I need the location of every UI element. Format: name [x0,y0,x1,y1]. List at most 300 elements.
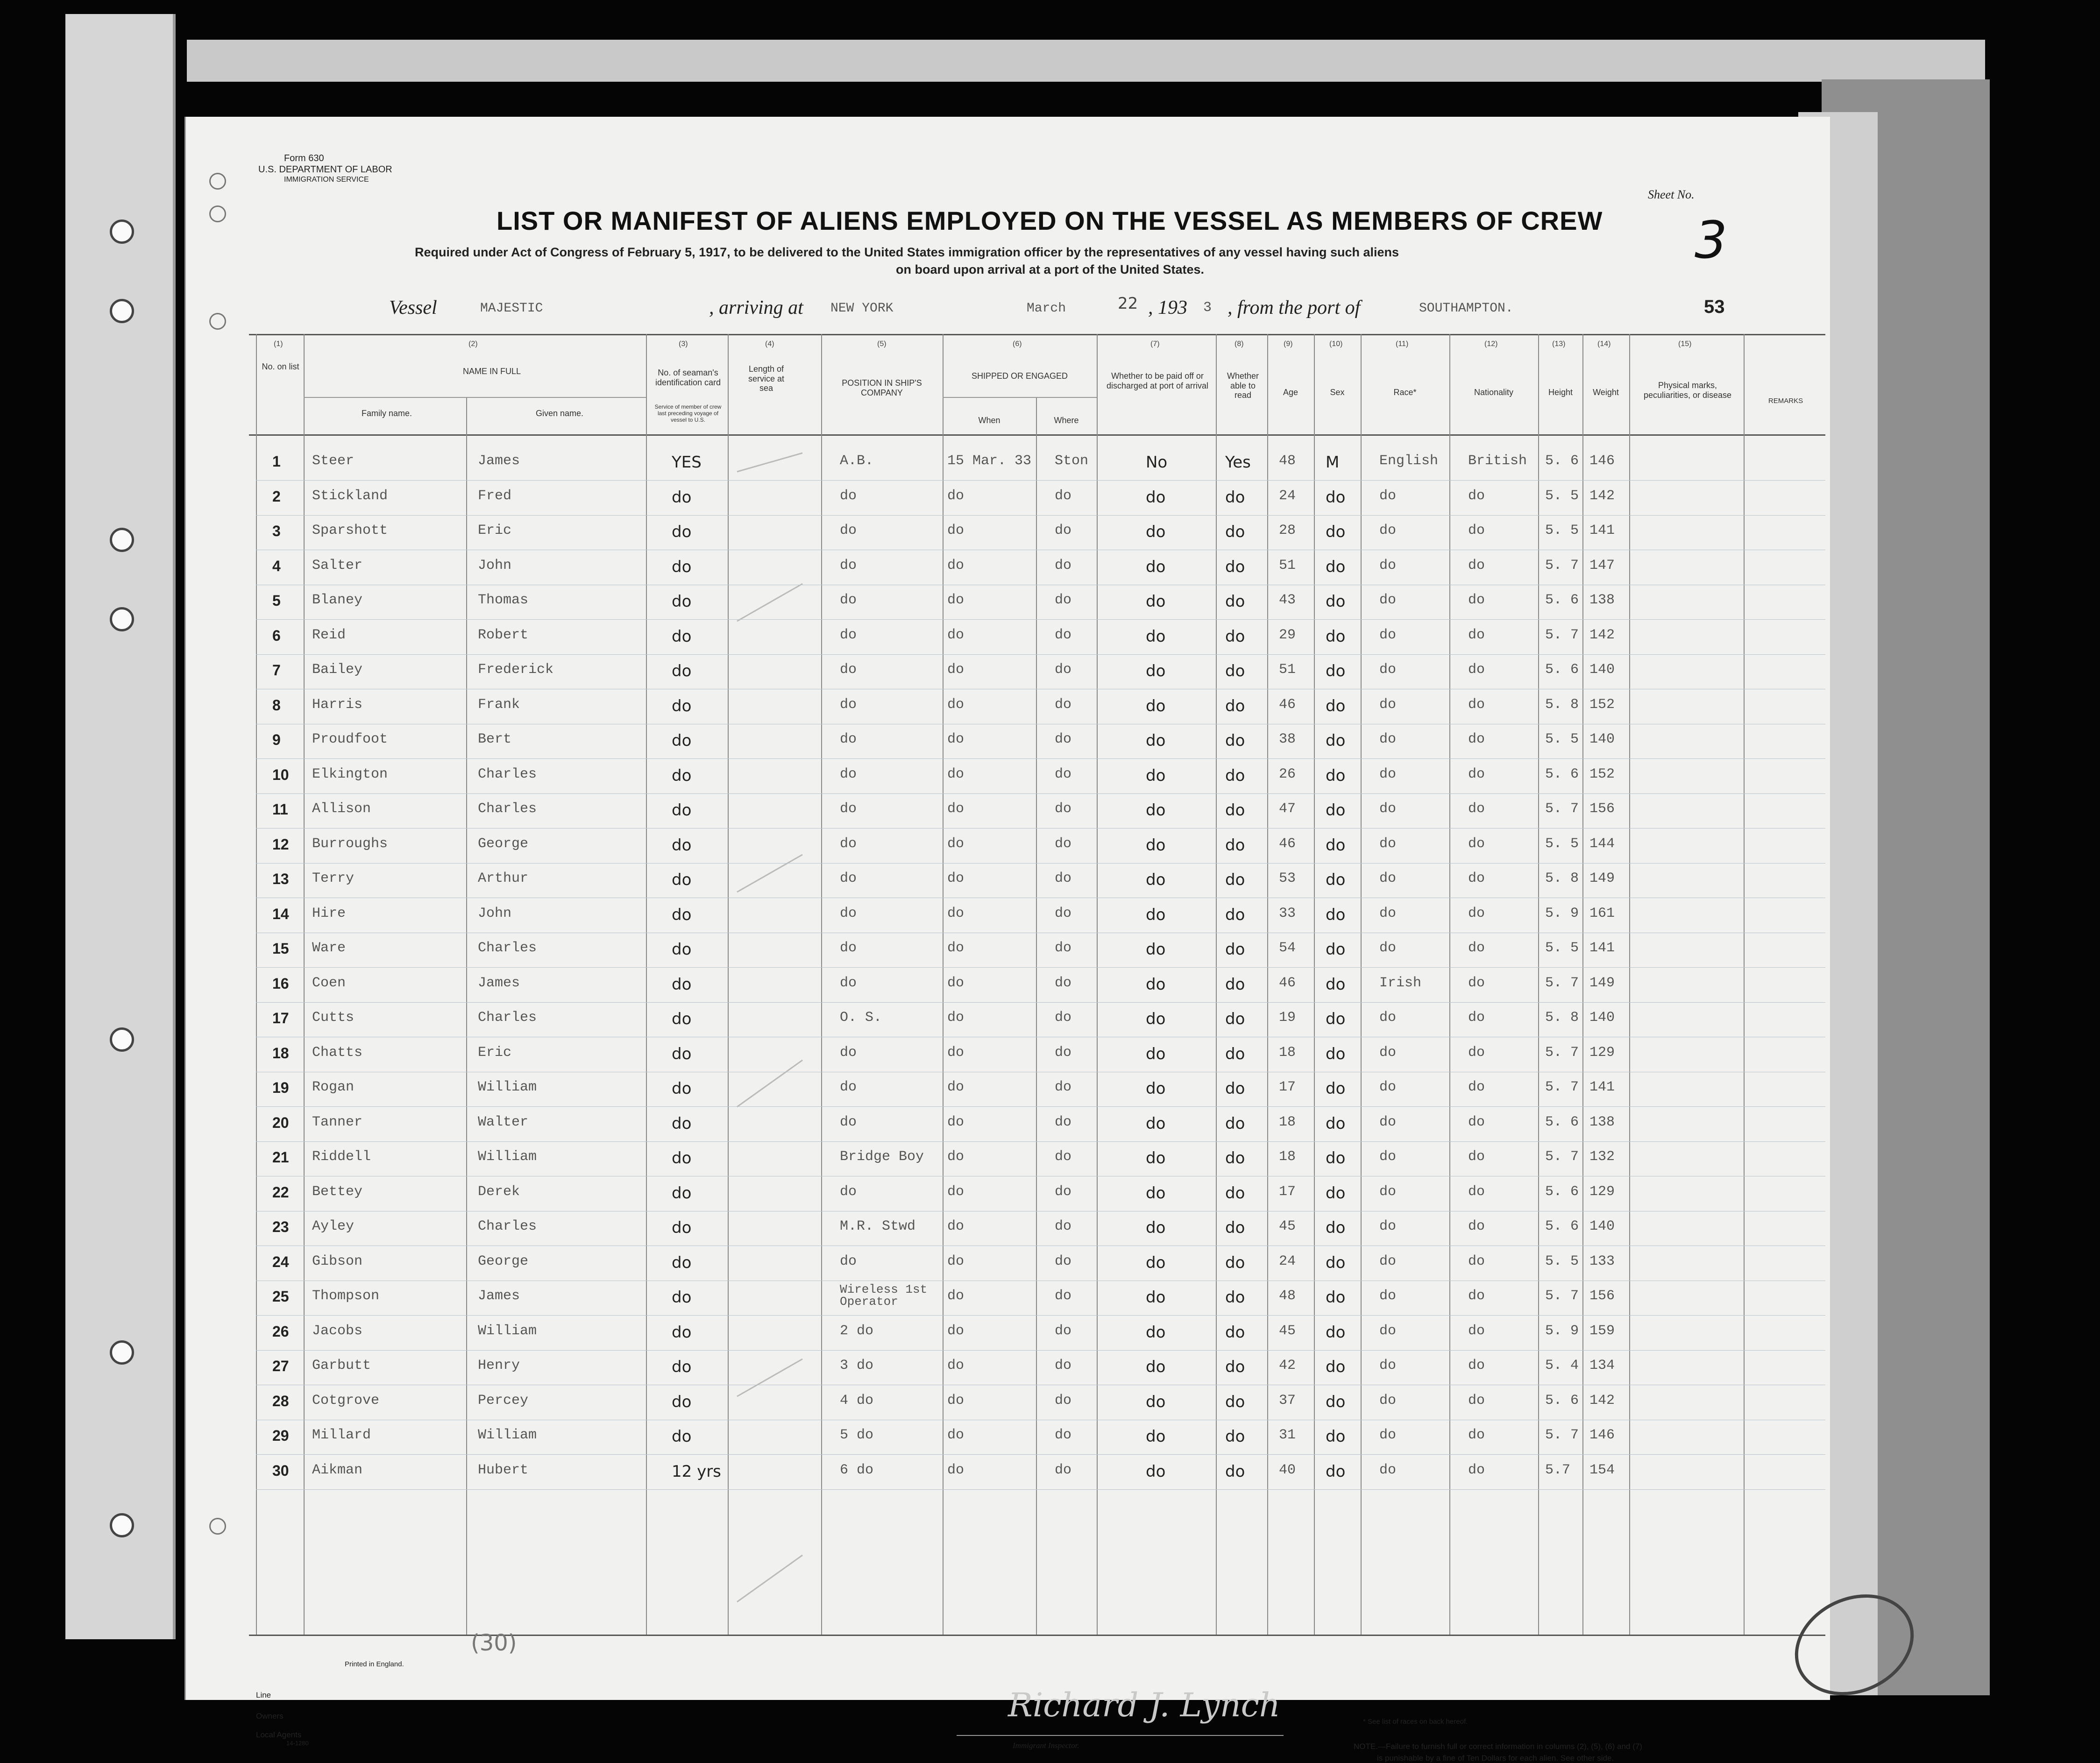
row-sex: do [1326,940,1346,959]
row-weight: 159 [1589,1323,1615,1339]
row-family: Thompson [312,1288,380,1304]
row-where: do [1055,1253,1072,1269]
row-race: do [1379,592,1397,608]
row-height: 5. 5 [1545,523,1579,538]
row-card: do [672,905,692,924]
row-height: 5. 7 [1545,801,1579,817]
row-age: 37 [1279,1392,1296,1409]
row-nationality: do [1468,1149,1485,1165]
row-paid: do [1146,1358,1166,1376]
service-tick-marks [732,444,816,1621]
row-nationality: do [1468,1183,1485,1200]
row-no: 23 [272,1218,289,1235]
row-where: do [1055,557,1072,574]
row-given: Percey [478,1392,529,1409]
row-no: 8 [272,696,281,714]
row-where: do [1055,1079,1072,1095]
row-no: 14 [272,905,289,922]
row-nationality: do [1468,871,1485,886]
row-no: 10 [272,766,289,783]
row-nationality: do [1468,1218,1485,1234]
row-family: Elkington [312,766,388,782]
row-card: do [672,1114,692,1133]
row-height: 5. 8 [1545,871,1579,886]
line-label: Line [256,1691,271,1699]
row-race: do [1379,523,1397,538]
row-weight: 146 [1589,453,1615,469]
row-when: do [947,1010,965,1026]
row-where: do [1055,696,1072,713]
row-height: 5. 6 [1545,1392,1579,1409]
row-position: do [840,488,857,504]
row-weight: 134 [1589,1358,1615,1374]
row-weight: 149 [1589,975,1615,991]
row-rule [256,1454,1825,1455]
row-position: 5 do [840,1427,874,1443]
sheet-number: 3 [1695,210,1727,270]
col-rule [1449,334,1450,1635]
row-age: 45 [1279,1218,1296,1234]
row-paid: do [1146,731,1166,750]
row-paid: do [1146,1462,1166,1481]
row-no: 29 [272,1427,289,1444]
row-given: John [478,905,512,921]
row-no: 27 [272,1358,289,1374]
row-nationality: do [1468,1462,1485,1478]
row-sex: do [1326,1183,1346,1203]
row-height: 5. 7 [1545,627,1579,643]
row-no: 17 [272,1010,289,1027]
arriving-label: , arriving at [709,297,803,319]
row-nationality: do [1468,696,1485,713]
row-read: do [1225,557,1245,576]
row-where: do [1055,1427,1072,1443]
row-read: do [1225,1288,1245,1307]
row-position: 4 do [840,1392,874,1409]
row-paid: do [1146,696,1166,715]
row-position: do [840,835,857,852]
row-given: Hubert [478,1462,529,1478]
col-rule [1216,334,1217,1635]
arrival-month: March [1027,301,1066,316]
row-where: do [1055,1218,1072,1234]
col2-header: NAME IN FULL [462,367,521,376]
row-card: do [672,523,692,541]
row-race: do [1379,1149,1397,1165]
row-sex: do [1326,557,1346,576]
row-position: do [840,975,857,991]
row-when: do [947,731,965,747]
row-no: 16 [272,975,289,992]
row-nationality: do [1468,940,1485,956]
row-race: do [1379,1079,1397,1095]
row-card: do [672,1010,692,1028]
given-name-header: Given name. [535,409,584,418]
row-age: 38 [1279,731,1296,747]
row-no: 20 [272,1114,289,1131]
row-no: 21 [272,1149,289,1166]
page-reference: 53 [1704,297,1725,317]
row-read: do [1225,1392,1245,1411]
row-position: do [840,696,857,713]
row-sex: do [1326,975,1346,994]
col11-header: Race* [1393,388,1417,397]
row-read: do [1225,488,1245,507]
row-when: do [947,1079,965,1095]
row-where: do [1055,871,1072,886]
row-no: 28 [272,1392,289,1409]
row-read: do [1225,731,1245,750]
row-race: do [1379,696,1397,713]
from-port-label: , from the port of [1227,297,1361,319]
page-title: LIST OR MANIFEST OF ALIENS EMPLOYED ON THE VESSEL AS MEMBERS OF CREW [497,206,1603,235]
row-given: George [478,835,529,852]
row-given: James [478,453,520,469]
row-race: English [1379,453,1439,469]
row-paid: do [1146,1253,1166,1272]
row-height: 5. 7 [1545,1079,1579,1095]
binder-hole [110,1513,134,1537]
local-agents-label: Local Agents [256,1730,302,1739]
row-height: 5. 6 [1545,766,1579,782]
col15-number: (15) [1678,340,1692,348]
row-weight: 129 [1589,1183,1615,1200]
row-family: Gibson [312,1253,363,1269]
row-sex: do [1326,1079,1346,1098]
row-weight: 142 [1589,488,1615,504]
row-race: do [1379,1323,1397,1339]
row-where: do [1055,1149,1072,1165]
row-given: Frank [478,696,520,713]
sheet-stack-top [187,40,1985,82]
row-no: 25 [272,1288,289,1305]
row-weight: 140 [1589,1218,1615,1234]
row-given: Charles [478,766,537,782]
crew-total: (30) [471,1630,517,1656]
row-height: 5. 7 [1545,1044,1579,1061]
row-position: do [840,1079,857,1095]
row-no: 18 [272,1044,289,1062]
shipped-where-header: Where [1054,416,1079,425]
row-paid: do [1146,940,1166,959]
col7-header: Whether to be paid off or discharged at port of arrival [1106,371,1209,390]
row-rule [256,1106,1825,1107]
row-where: do [1055,801,1072,817]
row-position: do [840,731,857,747]
row-nationality: do [1468,592,1485,608]
row-weight: 138 [1589,592,1615,608]
col-rule [304,334,305,1635]
sheet-hole [209,1518,226,1535]
sheet-hole [209,205,226,222]
row-age: 47 [1279,801,1296,817]
row-height: 5. 7 [1545,1427,1579,1443]
row-race: do [1379,871,1397,886]
row-family: Proudfoot [312,731,388,747]
row-read: do [1225,1358,1245,1376]
row-position: do [840,592,857,608]
row-paid: do [1146,1183,1166,1203]
col-rule [821,334,822,1635]
row-family: Salter [312,557,363,574]
row-rule [256,480,1825,481]
row-race: do [1379,662,1397,678]
row-when: do [947,1044,965,1061]
row-where: do [1055,975,1072,991]
penalty-note-1: NOTE.—Failure to furnish full or correct information in columns (2), (5), (6) and (7) [1354,1742,1642,1751]
row-weight: 129 [1589,1044,1615,1061]
row-given: Bert [478,731,512,747]
shipped-when-header: When [978,416,1000,425]
row-sex: M [1326,453,1340,472]
col3-subheader: Service of member of crew last preceding voyage of vessel to U.S. [654,404,722,423]
row-paid: do [1146,801,1166,820]
row-paid: do [1146,1427,1166,1446]
row-nationality: do [1468,523,1485,538]
row-no: 11 [272,801,288,818]
row-when: do [947,1427,965,1443]
row-sex: do [1326,801,1346,820]
row-family: Coen [312,975,346,991]
col2-number: (2) [468,340,478,348]
col13-number: (13) [1552,340,1566,348]
row-given: Charles [478,940,537,956]
row-paid: do [1146,662,1166,680]
row-height: 5. 6 [1545,592,1579,608]
col13-header: Height [1548,388,1573,397]
row-paid: do [1146,766,1166,785]
row-nationality: do [1468,662,1485,678]
row-position: 3 do [840,1358,874,1374]
row-position: do [840,627,857,643]
row-sex: do [1326,1114,1346,1133]
races-note: * See list of races on back hereof. [1363,1718,1468,1726]
row-read: do [1225,523,1245,541]
row-paid: do [1146,627,1166,646]
row-height: 5. 7 [1545,1288,1579,1304]
row-no: 15 [272,940,289,957]
row-read: do [1225,1010,1245,1028]
col1-header: No. on list [262,362,299,371]
col10-number: (10) [1329,340,1343,348]
row-family: Hire [312,905,346,921]
row-race: do [1379,766,1397,782]
row-read: do [1225,975,1245,994]
row-sex: do [1326,731,1346,750]
row-card: do [672,975,692,994]
row-where: do [1055,488,1072,504]
col14-header: Weight [1593,388,1619,397]
row-race: do [1379,1462,1397,1478]
col6-header: SHIPPED OR ENGAGED [971,371,1068,381]
row-paid: do [1146,1288,1166,1307]
col8-number: (8) [1234,340,1244,348]
row-sex: do [1326,1288,1346,1307]
row-race: do [1379,1114,1397,1130]
col15-header: Physical marks, peculiarities, or disease [1643,381,1732,400]
row-age: 45 [1279,1323,1296,1339]
sheet-no-label: Sheet No. [1648,188,1695,201]
col-rule [466,397,467,1635]
row-position: do [840,557,857,574]
row-when: do [947,801,965,817]
row-sex: do [1326,1010,1346,1028]
row-paid: do [1146,1010,1166,1028]
row-read: do [1225,905,1245,924]
col7-number: (7) [1150,340,1160,348]
row-given: Frederick [478,662,554,678]
row-card: do [672,1253,692,1272]
row-nationality: do [1468,1114,1485,1130]
row-race: do [1379,1288,1397,1304]
row-read: do [1225,1323,1245,1342]
shipped-subheader-rule [943,397,1097,398]
vessel-name: MAJESTIC [480,301,543,316]
row-when: do [947,523,965,538]
row-paid: do [1146,488,1166,507]
row-family: Bailey [312,662,363,678]
row-weight: 142 [1589,627,1615,643]
row-card: do [672,731,692,750]
row-no: 26 [272,1323,289,1340]
table-top-rule [249,334,1825,335]
row-given: Derek [478,1183,520,1200]
row-position: O. S. [840,1010,882,1026]
row-no: 2 [272,488,281,505]
name-subheader-rule [304,397,646,398]
row-where: do [1055,1114,1072,1130]
row-read: do [1225,1427,1245,1446]
row-age: 48 [1279,453,1296,469]
row-when: do [947,835,965,852]
row-weight: 142 [1589,1392,1615,1409]
row-sex: do [1326,1427,1346,1446]
col-rule [256,334,257,1635]
row-paid: No [1146,453,1168,472]
row-height: 5. 6 [1545,453,1579,469]
row-age: 26 [1279,766,1296,782]
row-given: Eric [478,523,512,538]
row-read: do [1225,662,1245,680]
row-sex: do [1326,662,1346,680]
col8-header: Whether able to read [1227,371,1259,400]
row-age: 40 [1279,1462,1296,1478]
row-no: 5 [272,592,281,609]
col-rule [1629,334,1630,1635]
row-race: Irish [1379,975,1422,991]
row-paid: do [1146,1323,1166,1342]
row-read: do [1225,766,1245,785]
row-height: 5. 5 [1545,488,1579,504]
row-weight: 141 [1589,1079,1615,1095]
row-position: Wireless 1st Operator [840,1282,928,1309]
row-family: Burroughs [312,835,388,852]
row-height: 5. 7 [1545,975,1579,991]
row-height: 5. 9 [1545,1323,1579,1339]
row-weight: 140 [1589,731,1615,747]
row-family: Rogan [312,1079,355,1095]
row-race: do [1379,488,1397,504]
row-given: George [478,1253,529,1269]
row-weight: 156 [1589,801,1615,817]
col3-number: (3) [679,340,688,348]
col3-header: No. of seaman's identification card [655,368,721,387]
row-height: 5. 5 [1545,940,1579,956]
row-position: 6 do [840,1462,874,1478]
row-age: 43 [1279,592,1296,608]
row-when: do [947,627,965,643]
row-family: Blaney [312,592,363,608]
row-nationality: do [1468,488,1485,504]
penalty-note-2: is punishable by a fine of Ten Dollars for each alien. See other side. [1377,1754,1614,1763]
row-race: do [1379,835,1397,852]
row-read: do [1225,1183,1245,1203]
row-position: do [840,940,857,956]
row-sex: do [1326,1392,1346,1411]
row-given: William [478,1427,537,1443]
col9-header: Age [1283,388,1298,397]
row-race: do [1379,1218,1397,1234]
row-nationality: do [1468,557,1485,574]
col-rule [1097,334,1098,1635]
row-no: 12 [272,835,289,853]
row-read: do [1225,801,1245,820]
row-when: do [947,488,965,504]
row-position: do [840,1253,857,1269]
row-height: 5. 8 [1545,696,1579,713]
col-rule [1538,334,1539,1635]
row-family: Tanner [312,1114,363,1130]
row-read: do [1225,1253,1245,1272]
row-when: do [947,1114,965,1130]
service-name: IMMIGRATION SERVICE [284,176,369,184]
row-rule [256,1315,1825,1316]
departure-port: SOUTHAMPTON. [1419,301,1513,316]
row-sex: do [1326,905,1346,924]
row-read: do [1225,1044,1245,1063]
col-rule [943,334,944,1635]
row-read: do [1225,1079,1245,1098]
form-code: 14-1280 [286,1740,309,1747]
col-rule [646,334,647,1635]
owners-label: Owners [256,1712,284,1721]
row-when: 15 Mar. 33 [947,453,1032,469]
row-height: 5. 4 [1545,1358,1579,1374]
row-family: Millard [312,1427,371,1443]
row-family: Cotgrove [312,1392,380,1409]
row-no: 30 [272,1462,289,1479]
row-given: Henry [478,1358,520,1374]
row-family: Allison [312,801,371,817]
row-paid: do [1146,871,1166,889]
row-race: do [1379,1253,1397,1269]
row-paid: do [1146,523,1166,541]
row-age: 33 [1279,905,1296,921]
row-no: 22 [272,1183,289,1201]
row-rule [256,967,1825,968]
col-rule [1361,334,1362,1635]
row-nationality: do [1468,1079,1485,1095]
row-when: do [947,905,965,921]
col12-header: Nationality [1474,388,1514,397]
row-position: do [840,662,857,678]
row-sex: do [1326,871,1346,889]
row-age: 24 [1279,488,1296,504]
row-where: do [1055,835,1072,852]
row-race: do [1379,1358,1397,1374]
signature-rule [957,1735,1284,1736]
row-sex: do [1326,523,1346,541]
